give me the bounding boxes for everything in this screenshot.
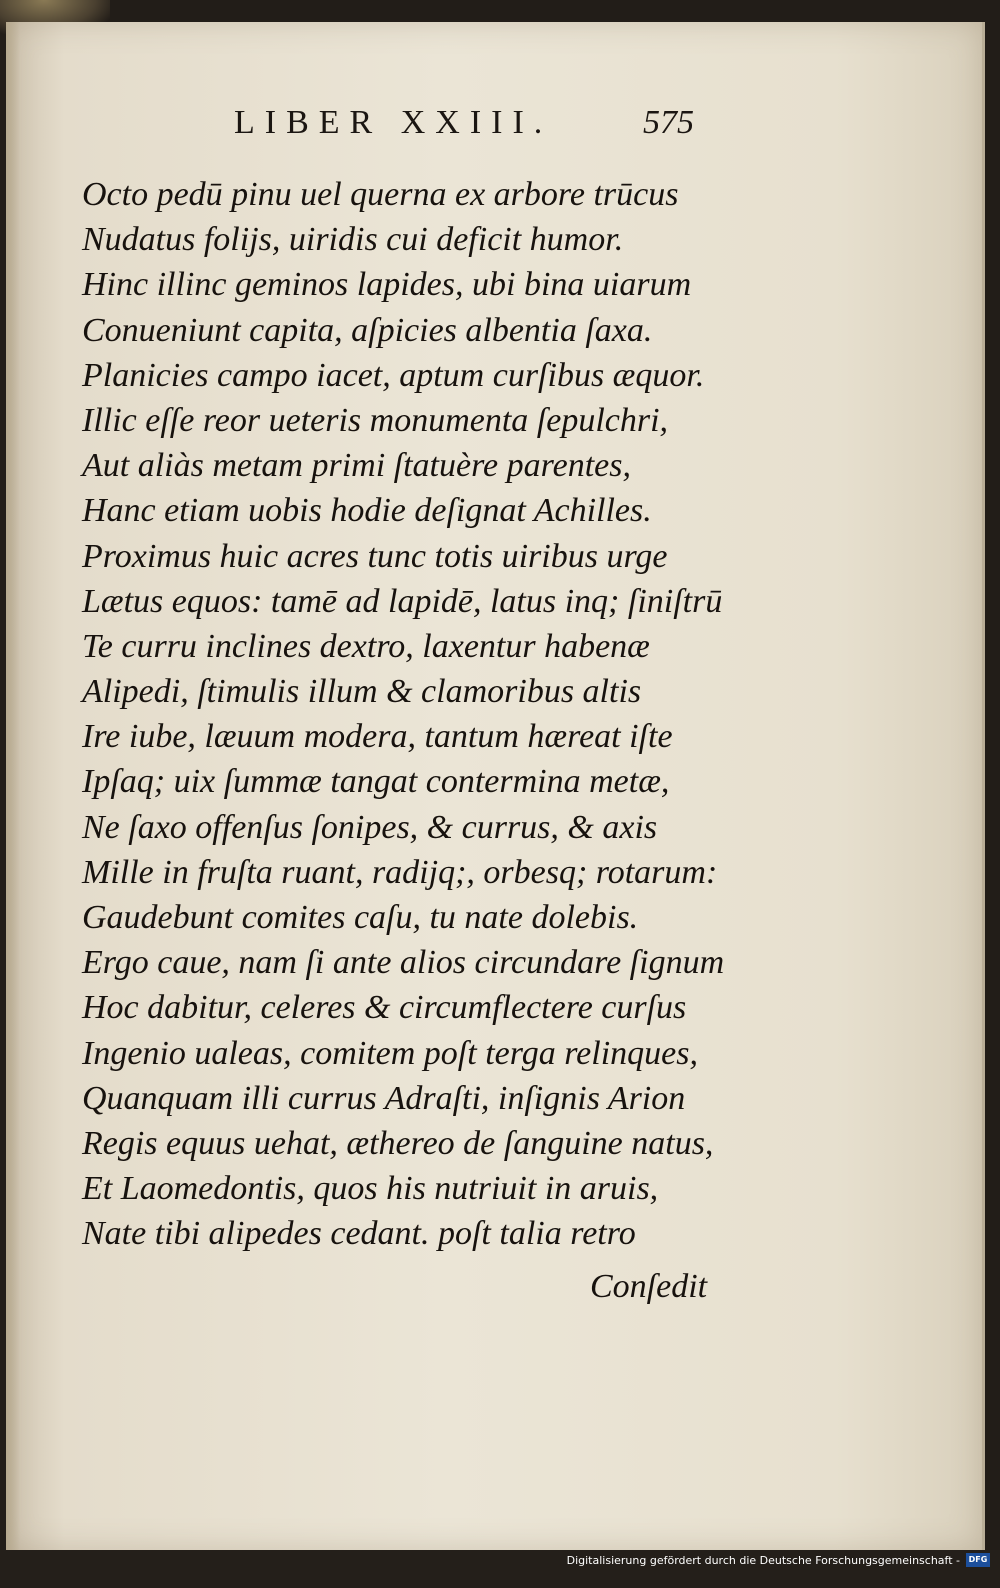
verse-line: Nudatus folijs, uiridis cui deficit humor. <box>82 221 624 259</box>
verse-line: Aut aliàs metam primi ſtatuère parentes, <box>82 447 631 485</box>
verse-line: Proximus huic acres tunc totis uiribus urge <box>82 537 668 575</box>
verse-line: Illic eſſe reor ueteris monumenta ſepulchri, <box>82 401 669 439</box>
verse-line: Ne ſaxo offenſus ſonipes, & currus, & axis <box>82 808 658 846</box>
verse-line: Regis equus uehat, æthereo de ſanguine natus, <box>82 1124 714 1162</box>
verse-line: Quanquam illi currus Adraſti, inſignis Arion <box>82 1079 686 1117</box>
dfg-logo: DFG <box>966 1553 990 1567</box>
book-page <box>6 22 985 1550</box>
verse-line: Te curru inclines dextro, laxentur habenæ <box>82 627 650 665</box>
verse-line: Hoc dabitur, celeres & circumflectere curſus <box>82 989 687 1027</box>
verse-line: Hinc illinc geminos lapides, ubi bina uiarum <box>82 266 692 304</box>
digitization-credit: Digitalisierung gefördert durch die Deutsche Forschungsgemeinschaft - <box>566 1554 960 1567</box>
verse-line: Mille in fruſta ruant, radijq;, orbesq; rotarum: <box>82 853 718 891</box>
running-title: LIBER XXIII. <box>234 104 553 141</box>
verse-line: Ire iube, læuum modera, tantum hæreat iſte <box>82 718 673 756</box>
verse-line: Octo pedū pinu uel querna ex arbore trūcus <box>82 176 679 213</box>
page-number: 575 <box>643 104 694 141</box>
verse-line: Ergo caue, nam ſi ante alios circundare ſignum <box>82 944 725 982</box>
verse-line: Hanc etiam uobis hodie deſignat Achilles. <box>82 492 652 530</box>
verse-line: Planicies campo iacet, aptum curſibus æquor. <box>82 356 705 394</box>
verse-line: Alipedi, ſtimulis illum & clamoribus altis <box>82 673 642 711</box>
page-gutter-edge <box>6 22 20 1550</box>
verse-text-block <box>82 172 742 1257</box>
verse-line: Gaudebunt comites caſu, tu nate dolebis. <box>82 899 639 936</box>
verse-line: Ipſaq; uix ſummæ tangat contermina metæ, <box>82 763 670 801</box>
verse-line: Conueniunt capita, aſpicies albentia ſaxa. <box>82 311 653 349</box>
verse-line: Ingenio ualeas, comitem poſt terga relinques, <box>82 1034 698 1072</box>
catchword: Conſedit <box>590 1268 708 1305</box>
page-header <box>6 104 982 144</box>
verse-line: Lætus equos: tamē ad lapidē, latus inq; ſiniſtrū <box>82 582 723 620</box>
verse-line: Nate tibi alipedes cedant. poſt talia retro <box>82 1215 636 1253</box>
verse-line: Et Laomedontis, quos his nutriuit in aruis, <box>82 1170 659 1208</box>
